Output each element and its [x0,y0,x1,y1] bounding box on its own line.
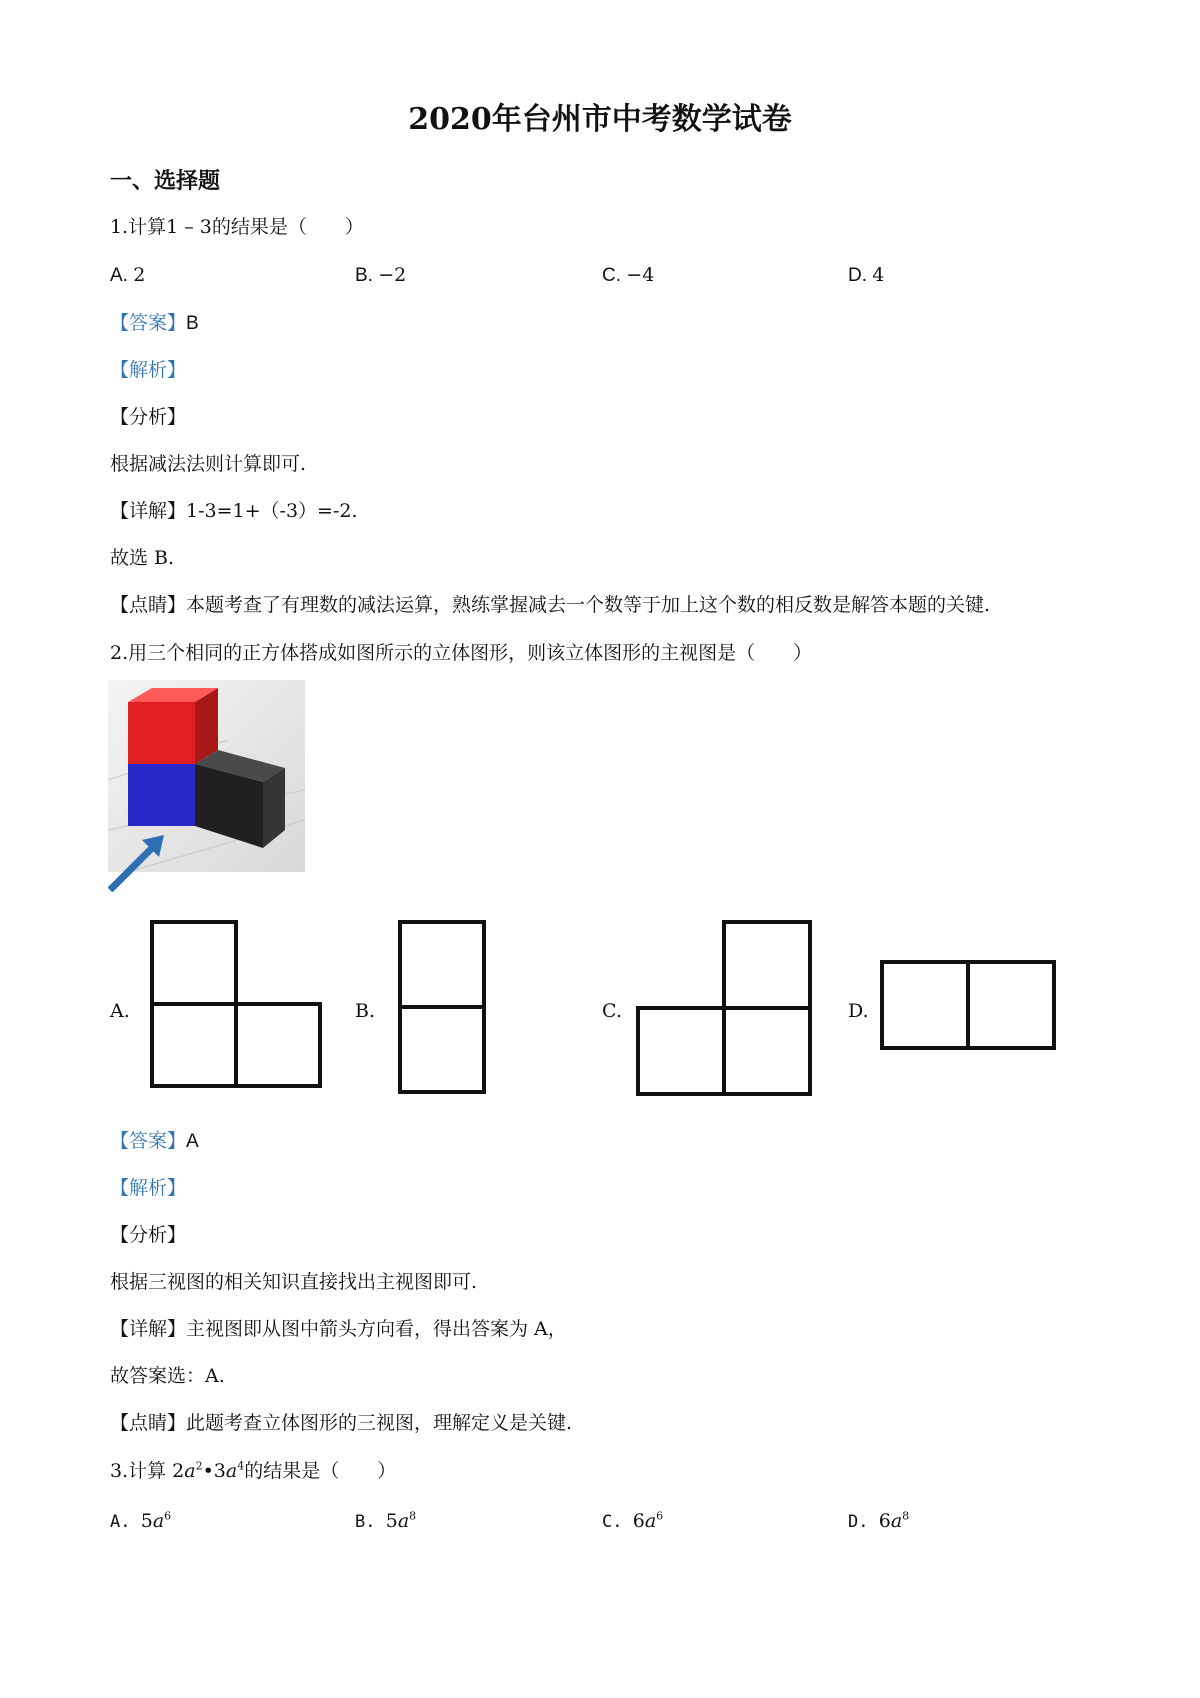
q1-option-a-value: 2 [133,264,146,286]
page-title: 2020年台州市中考数学试卷 [408,102,792,137]
q3-mid: •3 [202,1460,226,1482]
q1-answer-value: B [186,313,199,334]
q2-answer [110,1128,199,1155]
q3-option-d-label: D. [848,1512,879,1532]
q2-option-c-figure [634,918,814,1102]
q2-detail-text: 主视图即从图中箭头方向看，得出答案为 A， [186,1318,567,1340]
q2-analysis-tag: 【解析】 [110,1177,187,1199]
q3-option-d-exp: 8 [902,1509,910,1523]
q1-comment-tag: 【点睛】 [110,594,187,616]
q2-option-a-figure [148,918,324,1092]
section-heading: 一、选择题 [110,168,221,194]
q1-answer-tag: 【答案】 [110,312,187,334]
q2-option-c-label: C. [602,1000,622,1022]
q3-option-a-coef: 5 [140,1510,153,1532]
q1-analysis-tag: 【解析】 [110,359,187,381]
q3-option-a [110,1508,171,1535]
q3-option-d-coef: 6 [878,1510,891,1532]
q3-option-b [355,1508,416,1535]
q1-fenxi-tag: 【分析】 [110,406,187,428]
q2-option-d-label: D. [848,1000,869,1022]
q3-option-c-var: a [644,1510,657,1532]
q3-var-2: a [225,1460,238,1482]
q2-fenxi-text: 根据三视图的相关知识直接找出主视图即可. [110,1271,478,1293]
q1-comment-text: 本题考查了有理数的减法运算，熟练掌握减去一个数等于加上这个数的相反数是解答本题的关键. [186,594,991,616]
q3-option-b-coef: 5 [385,1510,398,1532]
q3-option-c-label: C. [602,1512,633,1532]
q2-option-a-label: A. [110,1000,130,1022]
q3-option-a-exp: 6 [164,1509,172,1523]
q2-option-b-label: B. [355,1000,376,1022]
q3-option-b-label: B. [355,1512,386,1532]
q1-option-d [848,262,884,289]
q1-option-b-value: −2 [378,264,407,286]
q2-comment-tag: 【点睛】 [110,1412,187,1434]
q2-answer-tag: 【答案】 [110,1130,187,1152]
q2-answer-value: A [186,1131,199,1152]
q1-option-b-label: B. [355,265,379,286]
blue-cube [128,764,195,826]
q2-option-d-figure [878,958,1058,1052]
q1-option-b [355,262,406,289]
q3-option-a-var: a [152,1510,165,1532]
q2-comment-text: 此题考查立体图形的三视图，理解定义是关键. [186,1412,573,1434]
q3-exp-2: 4 [237,1459,245,1473]
q3-exp-1: 2 [195,1459,203,1473]
q1-option-d-value: 4 [872,264,885,286]
q1-option-a [110,262,145,289]
q1-answer [110,310,199,337]
q2-option-b-figure [396,918,488,1096]
q1-detail-text: 1-3=1+（-3）=-2. [186,500,358,522]
q1-option-c-value: −4 [626,264,655,286]
q3-option-c-coef: 6 [632,1510,645,1532]
red-cube [128,688,218,764]
q1-option-c [602,262,654,289]
q3-option-c [602,1508,663,1535]
q2-fenxi-tag: 【分析】 [110,1224,187,1246]
q3-option-d [848,1508,909,1535]
q3-option-b-var: a [397,1510,410,1532]
q3-var-1: a [184,1460,196,1482]
q3-stem [110,1458,396,1484]
q1-fenxi-text: 根据减法法则计算即可. [110,453,307,475]
q2-conclusion: 故答案选：A. [110,1365,225,1387]
q1-option-a-label: A. [110,265,134,286]
q2-comment [110,1410,572,1436]
q1-option-d-label: D. [848,265,873,286]
q3-option-b-exp: 8 [409,1509,417,1523]
q1-detail-tag: 【详解】 [110,500,187,522]
q2-detail [110,1316,567,1342]
q1-option-c-label: C. [602,265,627,286]
q1-comment [110,592,990,618]
cube-figure [108,680,305,892]
q1-detail [110,498,358,524]
q3-option-a-label: A. [110,1512,141,1532]
q2-stem: 2.用三个相同的正方体搭成如图所示的立体图形，则该立体图形的主视图是（ ） [110,642,813,664]
q1-conclusion: 故选 B. [110,547,175,569]
q2-detail-tag: 【详解】 [110,1318,187,1340]
q3-option-c-exp: 6 [656,1509,664,1523]
q1-stem: 1.计算1 – 3的结果是（ ） [110,216,364,238]
q3-stem-prefix: 3.计算 2 [110,1460,185,1482]
q3-option-d-var: a [890,1510,903,1532]
q3-stem-suffix: 的结果是（ ） [244,1460,397,1482]
